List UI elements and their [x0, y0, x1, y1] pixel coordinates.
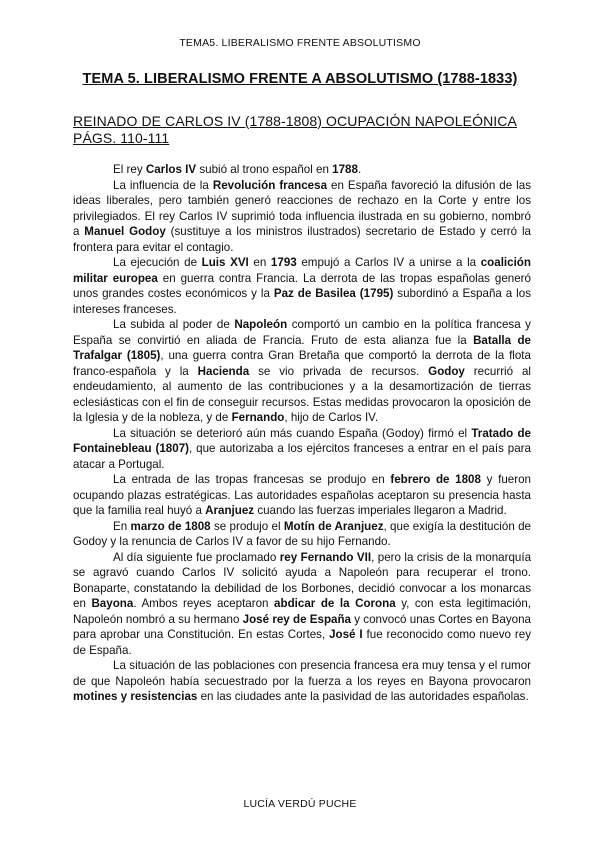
body-text: Al día siguiente fue proclamado — [113, 550, 280, 564]
running-header: TEMA5. LIBERALISMO FRENTE ABSOLUTISMO — [179, 37, 421, 49]
body-text: en las ciudades ante la pasividad de las autoridades españolas. — [197, 690, 529, 703]
document-title: TEMA 5. LIBERALISMO FRENTE A ABSOLUTISMO (1788-1833) — [82, 71, 518, 87]
body-text: y fueron ocupando plazas estratégicas. Las autoridades españolas aceptaron su presencia hasta que la familia real huyó a — [73, 473, 531, 517]
emphasis-text: coalición militar europea — [73, 256, 531, 285]
body-text: La subida al poder de — [113, 318, 235, 331]
emphasis-text: Paz de Basilea (1795) — [273, 287, 394, 300]
section-heading: REINADO DE CARLOS IV (1788-1808) OCUPACIÓN NAPOLEÓNICA PÁGS. 110-111 — [73, 113, 517, 146]
body-text: , hijo de Carlos IV. — [284, 411, 379, 424]
body-text: La situación se deterioró aún más cuando España (Godoy) firmó el — [113, 426, 472, 440]
body-paragraph — [73, 550, 531, 659]
body-text: y convocó unas Cortes en Bayona para aprobar una Constitución. En estas Cortes, — [73, 612, 531, 641]
emphasis-text: Fernando — [231, 411, 285, 424]
body-text: se vio privada de recursos. — [249, 364, 429, 378]
emphasis-text: motines y resistencias — [73, 690, 198, 703]
body-text: La ejecución de — [113, 256, 202, 269]
emphasis-text: José I — [329, 628, 363, 641]
emphasis-text: Godoy — [428, 364, 465, 378]
body-text: en guerra contra Francia. La derrota de las tropas españolas generó unos grandes costes económicos y la — [73, 271, 531, 300]
emphasis-text: marzo de 1808 — [130, 519, 211, 533]
body-text: se produjo el — [210, 519, 284, 533]
emphasis-text: rey Fernando VII — [279, 550, 372, 564]
emphasis-text: Carlos IV — [145, 163, 197, 176]
document-body — [73, 162, 531, 705]
emphasis-text: 1793 — [270, 256, 297, 269]
body-text: recurrió al endeudamiento, al aumento de las contribuciones y a la desamortización de tierras eclesiásticas con el fin de conseguir recursos. Estas medidas provocaron la oposición de la Iglesia y de la nobleza, y de — [73, 364, 531, 424]
body-text: , que exigía la destitución de Godoy y la renuncia de Carlos IV a favor de su hijo Fernando. — [73, 519, 531, 548]
body-text: subió al trono español en — [196, 163, 333, 176]
body-text: El rey — [113, 163, 146, 176]
body-text: subordinó a España a los intereses franceses. — [73, 287, 531, 316]
body-text: , que autorizaba a los ejércitos franceses a entrar en el país para atacar a Portugal. — [73, 442, 531, 471]
emphasis-text: Napoleón — [234, 318, 288, 331]
body-paragraph — [73, 426, 531, 473]
body-text: En — [113, 519, 131, 533]
emphasis-text: Bayona — [91, 597, 134, 610]
body-text: (sustituye a los ministros ilustrados) secretario de Estado y cerró la frontera para evitar el contagio. — [73, 225, 531, 254]
body-paragraph — [73, 162, 531, 178]
body-text: , una guerra contra Gran Bretaña que comportó la derrota de la flota franco-española y la — [73, 349, 531, 378]
body-paragraph — [73, 519, 531, 550]
emphasis-text: Revolución francesa — [212, 178, 328, 192]
body-text: y, con esta legitimación, Napoleón nombró a su hermano — [73, 597, 532, 626]
body-text: La influencia de la — [113, 178, 213, 192]
body-text: comportó un cambio en la política francesa y España se convirtió en aliada de Francia. Fruto de esta alianza fue la — [73, 318, 531, 347]
body-text: en España favoreció la difusión de las ideas liberales, pero también generó reacciones de rechazo en la Corte y entre los privilegiados. El rey Carlos IV suprimió toda influencia ilustrada en su gobierno, nombró a — [73, 178, 532, 238]
body-text: La situación de las poblaciones con presencia francesa era muy tensa y el rumor de que Napoleón había secuestrado por la fuerza a los reyes en Bayona provocaron — [73, 659, 531, 688]
body-text: empujó a Carlos IV a unirse a la — [296, 256, 481, 269]
body-paragraph — [73, 255, 531, 317]
emphasis-text: abdicar de la Corona — [274, 597, 396, 610]
body-text: La entrada de las tropas francesas se produjo en — [113, 473, 391, 486]
footer-author: LUCÍA VERDÚ PUCHE — [243, 798, 357, 810]
body-paragraph — [73, 317, 531, 426]
emphasis-text: José rey de España — [242, 612, 352, 626]
body-text: . Ambos reyes aceptaron — [133, 597, 275, 610]
body-text: en — [248, 256, 271, 269]
body-text: , pero la crisis de la monarquía se agravó cuando Carlos IV solicitó ayuda a Napoleón para recuperar el trono. Bonaparte, constatando la debilidad de los Borbones, decidió convocar a los monarcas en — [73, 550, 532, 610]
emphasis-text: febrero de 1808 — [390, 473, 481, 486]
body-paragraph — [73, 658, 531, 705]
body-text: cuando las fuerzas imperiales llegaron a Madrid. — [254, 504, 507, 517]
body-text: fue reconocido como nuevo rey de España. — [73, 628, 531, 657]
emphasis-text: Luis XVI — [201, 256, 249, 269]
emphasis-text: Motín de Aranjuez — [283, 519, 384, 533]
emphasis-text: Hacienda — [197, 364, 250, 378]
emphasis-text: 1788 — [332, 163, 358, 176]
emphasis-text: Batalla de Trafalgar (1805) — [73, 333, 531, 362]
emphasis-text: Aranjuez — [205, 504, 255, 517]
body-text: . — [357, 163, 362, 176]
emphasis-text: Manuel Godoy — [84, 225, 166, 238]
body-paragraph — [73, 472, 531, 519]
emphasis-text: Tratado de Fontainebleau (1807) — [73, 426, 531, 455]
body-paragraph — [73, 178, 531, 256]
